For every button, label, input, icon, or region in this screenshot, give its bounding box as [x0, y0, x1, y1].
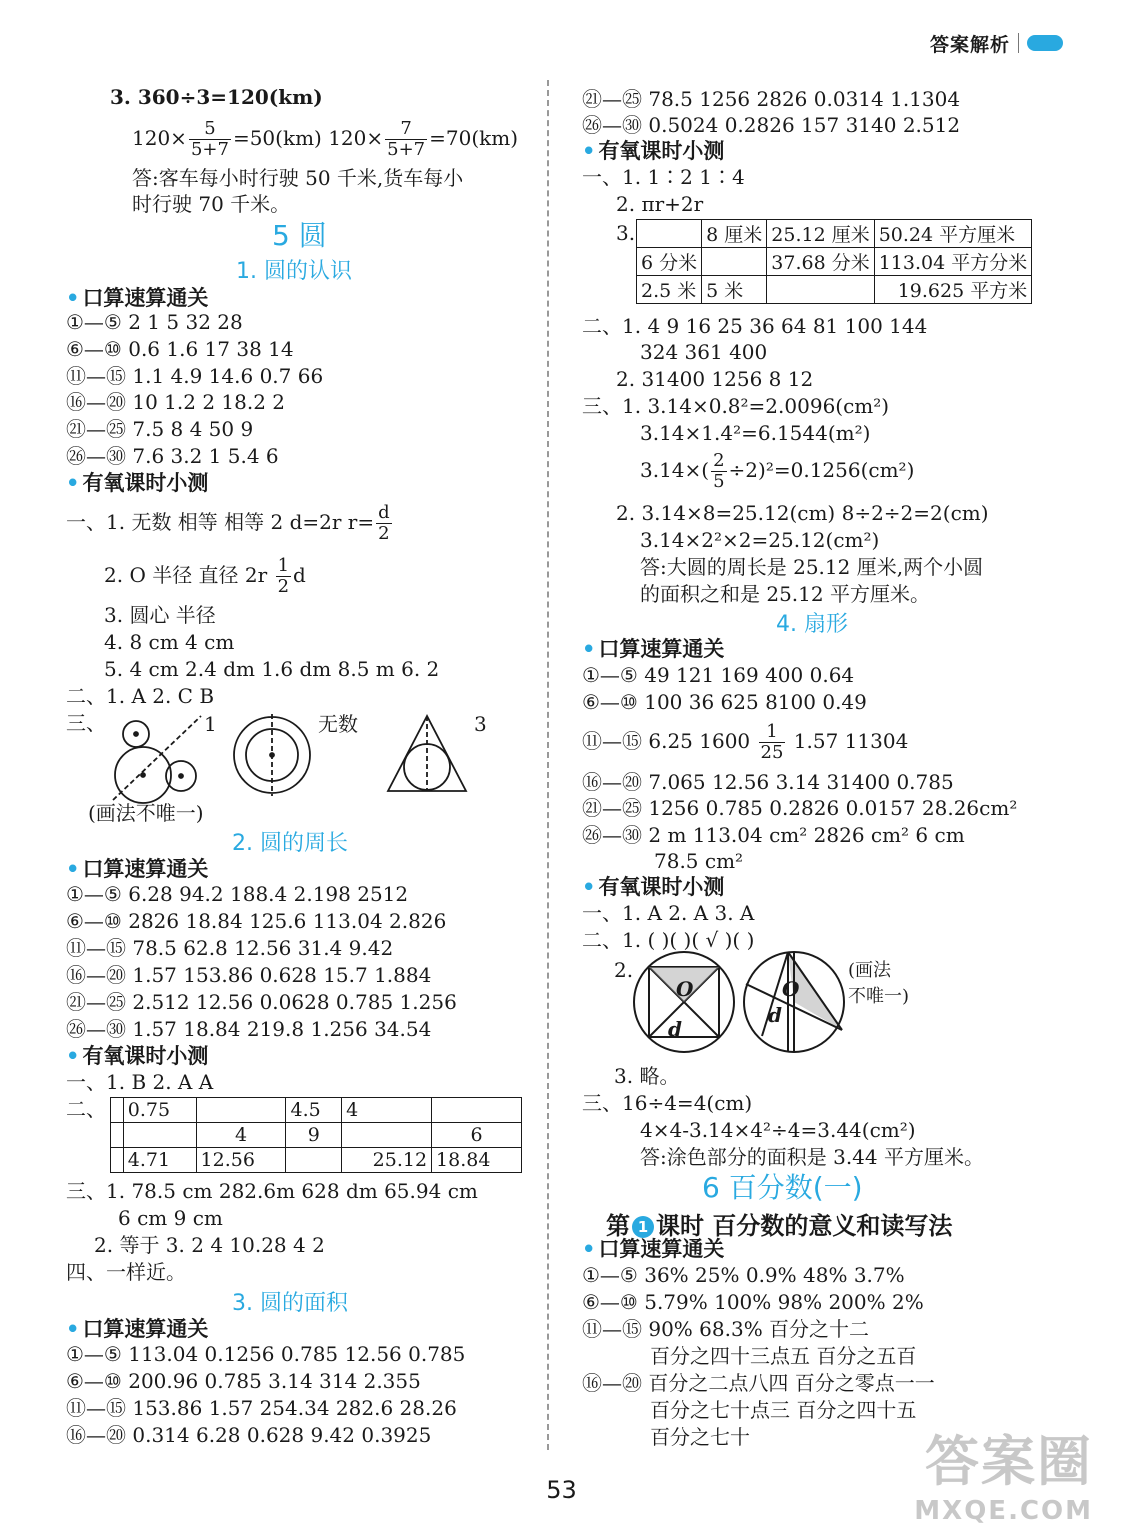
- header-divider: [1018, 33, 1019, 53]
- answer-line: ⑯—⑳ 0.314 6.28 0.628 9.42 0.3925: [66, 1423, 432, 1447]
- answer-line: ㉖—㉚ 1.57 18.84 219.8 1.256 34.54: [66, 1017, 432, 1041]
- unit-title: 5 圆: [272, 219, 327, 252]
- concentric-circles-figure: [232, 712, 312, 798]
- answer-note: (画法: [848, 960, 892, 981]
- answer-line: 一、1. B 2. A A: [66, 1070, 214, 1094]
- section-heading: • 口算速算通关: [582, 1236, 724, 1262]
- answer-line: 答:客车每小时行驶 50 千米,货车每小: [132, 166, 464, 190]
- answer-line: 三、16÷4=4(cm): [582, 1091, 753, 1115]
- answer-line: ⑪—⑮ 78.5 62.8 12.56 31.4 9.42: [66, 936, 394, 960]
- section-heading: • 口算速算通关: [66, 1316, 208, 1342]
- answer-line: 百分之七十: [650, 1425, 750, 1449]
- answer-table-2: 8 厘米 25.12 厘米 50.24 平方厘米 6 分米 37.68 分米 113.04 平方分米 2.5 米 5 米 19.625 平方米: [636, 219, 1032, 304]
- answer-line: ⑥—⑩ 0.6 1.6 17 38 14: [66, 337, 294, 361]
- watermark-logo: [914, 1419, 1093, 1526]
- answer-line: 二、1. A 2. C B: [66, 684, 215, 708]
- answer-line: 2. O 半径 直径 2r $\frac{1}{2}$ d: [104, 555, 306, 597]
- answer-line: 三、1. 3.14×0.8²=2.0096(cm²): [582, 394, 890, 418]
- lesson-title: 1. 圆的认识: [236, 259, 352, 284]
- section-heading: • 口算速算通关: [66, 285, 208, 311]
- answer-line: ⑯—⑳ 10 1.2 2 18.2 2: [66, 390, 286, 414]
- answer-line: 的面积之和是 25.12 平方厘米。: [640, 582, 930, 606]
- answer-line: ⑥—⑩ 200.96 0.785 3.14 314 2.355: [66, 1369, 421, 1393]
- unit-title: 6 百分数(一): [702, 1171, 863, 1204]
- fraction: $\frac{2}{5}$: [713, 450, 725, 492]
- triangle-incircle-figure: [385, 714, 469, 794]
- answer-line: 324 361 400: [640, 340, 768, 364]
- answer-line: 3.: [616, 221, 636, 245]
- answer-line: ①—⑤ 2 1 5 32 28: [66, 310, 243, 334]
- answer-note: 不唯一): [848, 986, 910, 1007]
- header-pill-icon: [1027, 35, 1063, 51]
- answer-line: 6 cm 9 cm: [118, 1206, 223, 1230]
- figure-label: 1: [204, 712, 217, 736]
- answer-line: 一、1. A 2. A 3. A: [582, 901, 755, 925]
- fraction: $\frac{7}{5+7}$: [387, 118, 426, 160]
- answer-line: 二、1. ( )( )( √ )( ): [582, 928, 755, 952]
- answer-line: 3.14×2²×2=25.12(cm²): [640, 528, 880, 552]
- answer-line: 2.: [614, 958, 634, 982]
- answer-line: 5. 4 cm 2.4 dm 1.6 dm 8.5 m 6. 2: [104, 657, 440, 681]
- section-heading: • 有氧课时小测: [66, 470, 208, 496]
- center-label-o: O: [676, 977, 694, 1001]
- triangle-in-circle-figure: [742, 950, 846, 1054]
- lesson-heading: 第 1 课时 百分数的意义和读写法: [606, 1212, 953, 1240]
- answer-line: 3.14×( $\frac{2}{5}$ ÷2)²=0.1256(cm²): [640, 450, 915, 492]
- section-heading: • 口算速算通关: [66, 856, 208, 882]
- answer-line: ㉖—㉚ 2 m 113.04 cm² 2826 cm² 6 cm: [582, 823, 965, 847]
- answer-line: 78.5 cm²: [654, 849, 744, 873]
- fraction: $\frac{d}{2}$: [378, 502, 390, 544]
- answer-table-1: 0.75 4.5 4 4 9 6 4.71 12.56 25.12 18.84: [110, 1097, 522, 1173]
- answer-line: 2. πr+2r: [616, 192, 704, 216]
- answer-line: ⑪—⑮ 153.86 1.57 254.34 282.6 28.26: [66, 1396, 457, 1420]
- fraction: $\frac{5}{5+7}$: [190, 118, 229, 160]
- fraction: $\frac{1}{2}$: [277, 555, 290, 597]
- answer-line: 时行驶 70 千米。: [132, 192, 291, 216]
- answer-line: ㉑—㉕ 7.5 8 4 50 9: [66, 417, 254, 441]
- answer-line: 三、1. 78.5 cm 282.6m 628 dm 65.94 cm: [66, 1179, 478, 1203]
- circles-figure-1: [105, 710, 205, 800]
- answer-line: 一、1. 无数 相等 相等 2 d=2r r= $\frac{d}{2}$: [66, 502, 390, 544]
- section-heading: • 有氧课时小测: [582, 874, 724, 900]
- answer-line: 2. 3.14×8=25.12(cm) 8÷2÷2=2(cm): [616, 501, 989, 525]
- page-number: 53: [546, 1476, 577, 1504]
- answer-line: ㉑—㉕ 78.5 1256 2826 0.0314 1.1304: [582, 87, 961, 111]
- answer-line: ㉑—㉕ 2.512 12.56 0.0628 0.785 1.256: [66, 990, 457, 1014]
- lesson-title: 4. 扇形: [776, 612, 848, 637]
- figure-label: 无数: [318, 712, 358, 736]
- answer-line: 四、一样近。: [66, 1260, 186, 1284]
- section-heading: • 有氧课时小测: [582, 138, 724, 164]
- section-heading: • 口算速算通关: [582, 636, 724, 662]
- square-in-circle-figure: [632, 950, 736, 1054]
- answer-line: 一、1. 1∶2 1∶4: [582, 165, 745, 189]
- answer-line: ⑪—⑮ 1.1 4.9 14.6 0.7 66: [66, 364, 324, 388]
- fraction: $\frac{1}{25}$: [760, 721, 784, 763]
- answer-line: 百分之四十三点五 百分之五百: [650, 1344, 917, 1368]
- watermark-line1: 答案圈: [925, 1430, 1093, 1493]
- column-divider: [547, 80, 549, 1450]
- answer-line: 2. 等于 3. 2 4 10.28 4 2: [94, 1233, 325, 1257]
- answer-line: 答:大圆的周长是 25.12 厘米,两个小圆: [640, 555, 984, 579]
- lesson-title: 2. 圆的周长: [232, 831, 348, 856]
- answer-line: 答:涂色部分的面积是 3.44 平方厘米。: [640, 1145, 984, 1169]
- answer-line: ①—⑤ 36% 25% 0.9% 48% 3.7%: [582, 1263, 905, 1287]
- answer-line: ㉑—㉕ 1256 0.785 0.2826 0.0157 28.26cm²: [582, 796, 1018, 820]
- answer-line: 2. 31400 1256 8 12: [616, 367, 814, 391]
- answer-line: 二、: [66, 1097, 106, 1121]
- answer-line: ①—⑤ 6.28 94.2 188.4 2.198 2512: [66, 882, 409, 906]
- answer-line: ⑥—⑩ 2826 18.84 125.6 113.04 2.826: [66, 909, 447, 933]
- answer-line: ①—⑤ 49 121 169 400 0.64: [582, 663, 855, 687]
- header-title: 答案解析: [929, 33, 1010, 56]
- answer-line: 3.14×1.4²=6.1544(m²): [640, 421, 871, 445]
- answer-line: ⑥—⑩ 100 36 625 8100 0.49: [582, 690, 867, 714]
- section-heading: • 有氧课时小测: [66, 1043, 208, 1069]
- answer-line: 三、: [66, 711, 106, 735]
- diameter-label-d: d: [768, 1003, 782, 1027]
- answer-line: ①—⑤ 113.04 0.1256 0.785 12.56 0.785: [66, 1342, 466, 1366]
- watermark-line2: MXQE.COM: [914, 1496, 1093, 1526]
- answer-line: ⑯—⑳ 百分之二点八四 百分之零点一一: [582, 1371, 935, 1395]
- answer-line: 4. 8 cm 4 cm: [104, 630, 235, 654]
- diameter-label-d: d: [668, 1017, 682, 1041]
- answer-line: 3. 360÷3=120(km): [110, 85, 323, 109]
- figure-label: 3: [474, 712, 487, 736]
- answer-line: 4×4-3.14×4²÷4=3.44(cm²): [640, 1118, 916, 1142]
- answer-line: ⑪—⑮ 6.25 1600 $\frac{1}{25}$ 1.57 11304: [582, 721, 909, 763]
- answer-line: 3. 略。: [614, 1064, 680, 1088]
- answer-line: 二、1. 4 9 16 25 36 64 81 100 144: [582, 314, 928, 338]
- answer-line: ⑯—⑳ 1.57 153.86 0.628 15.7 1.884: [66, 963, 432, 987]
- answer-line: ㉖—㉚ 7.6 3.2 1 5.4 6: [66, 444, 279, 468]
- answer-line: 3. 圆心 半径: [104, 603, 216, 627]
- lesson-title: 3. 圆的面积: [232, 1291, 348, 1316]
- answer-line: ⑯—⑳ 7.065 12.56 3.14 31400 0.785: [582, 770, 954, 794]
- center-label-o: O: [782, 977, 800, 1001]
- page-header: [930, 28, 1063, 58]
- lesson-number-badge: 1: [632, 1216, 654, 1238]
- answer-line: ⑥—⑩ 5.79% 100% 98% 200% 2%: [582, 1290, 924, 1314]
- answer-note: (画法不唯一): [88, 801, 204, 825]
- answer-line: 百分之七十点三 百分之四十五: [650, 1398, 917, 1422]
- answer-line: ㉖—㉚ 0.5024 0.2826 157 3140 2.512: [582, 113, 961, 137]
- answer-line: 120× $\frac{5}{5+7}$ =50(km) 120× $\frac{7}{5+7}$ =70(km): [132, 118, 519, 160]
- answer-line: ⑪—⑮ 90% 68.3% 百分之十二: [582, 1317, 870, 1341]
